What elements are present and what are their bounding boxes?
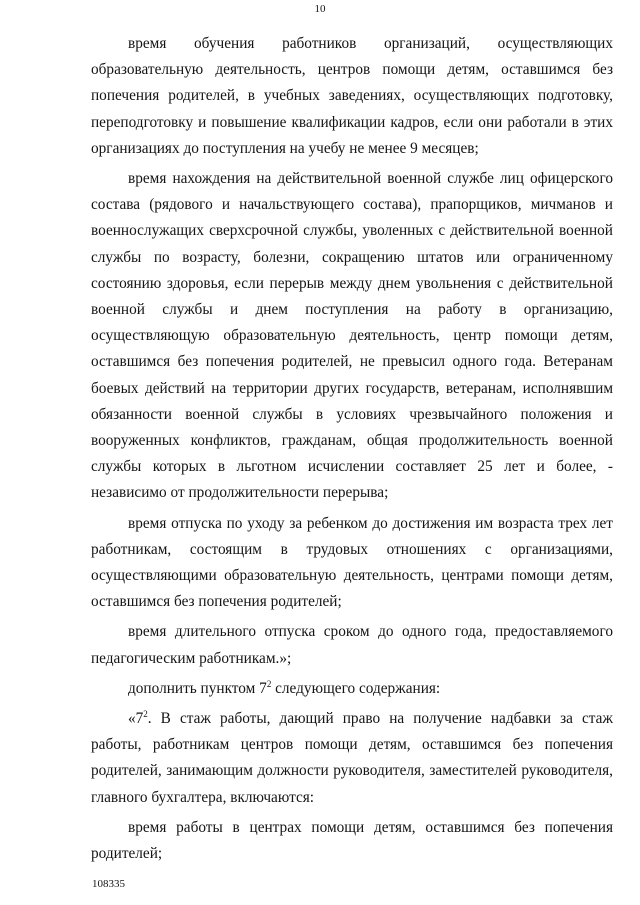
new-item-number: «7 <box>128 710 144 728</box>
paragraph-military-service: время нахождения на действительной военной службе лиц офицерского состава (рядового и начальствующего состава), прапорщиков, мичманов и военнослужащих сверхсрочной службы, уволенных с действительной военной службы по возрасту, болезни, сокращению штатов или ограниченному состоянию здоровья, если перерыв между днем увольнения с действительной военной службы и днем поступления на работу в организацию, осуществляющую образовательную деятельность, центр помощи детям, оставшимся без попечения родителей, не превысил одного года. Ветеранам боевых действий на территории других государств, ветеранам, исполнявшим обязанности военной службы в условиях чрезвычайного положения и вооруженных конфликтов, гражданам, общая продолжительность военной службы которых в льготном исчислении составляет 25 лет и более, - независимо от продолжительности перерыва; <box>91 170 613 502</box>
document-body <box>91 31 613 867</box>
page-number: 10 <box>314 3 326 15</box>
paragraph-childcare-leave: время отпуска по уходу за ребенком до достижения им возраста трех лет работникам, состоящим в трудовых отношениях с организациями, осуществляющими образовательную деятельность, центрами помощи детям, оставшимся без попечения родителей; <box>91 514 613 611</box>
amendment-text-end: следующего содержания: <box>271 679 441 697</box>
new-item-text: . В стаж работы, дающий право на получение надбавки за стаж работы, работникам центров помощи детям, оставшимся без попечения родителей, занимающим должности руководителя, заместителей руководителя, главного бухгалтера, включаются: <box>91 710 613 806</box>
amendment-superscript: 2 <box>266 678 272 689</box>
amendment-text: дополнить пунктом 7 <box>128 679 267 697</box>
paragraph-long-leave: время длительного отпуска сроком до одного года, предоставляемого педагогическим работникам.»; <box>91 623 613 667</box>
paragraph-new-item <box>91 706 613 811</box>
paragraph-amendment-intro <box>91 676 613 702</box>
new-item-superscript: 2 <box>143 708 148 719</box>
paragraph-training-time: время обучения работников организаций, осуществляющих образовательную деятельность, центров помощи детям, оставшимся без попечения родителей, в учебных заведениях, осуществляющих подготовку, переподготовку и повышение квалификации кадров, если они работали в этих организациях до поступления на учебу не менее 9 месяцев; <box>91 35 613 157</box>
document-code: 108335 <box>92 878 125 890</box>
paragraph-centers-work-time: время работы в центрах помощи детям, оставшимся без попечения родителей; <box>91 818 613 863</box>
